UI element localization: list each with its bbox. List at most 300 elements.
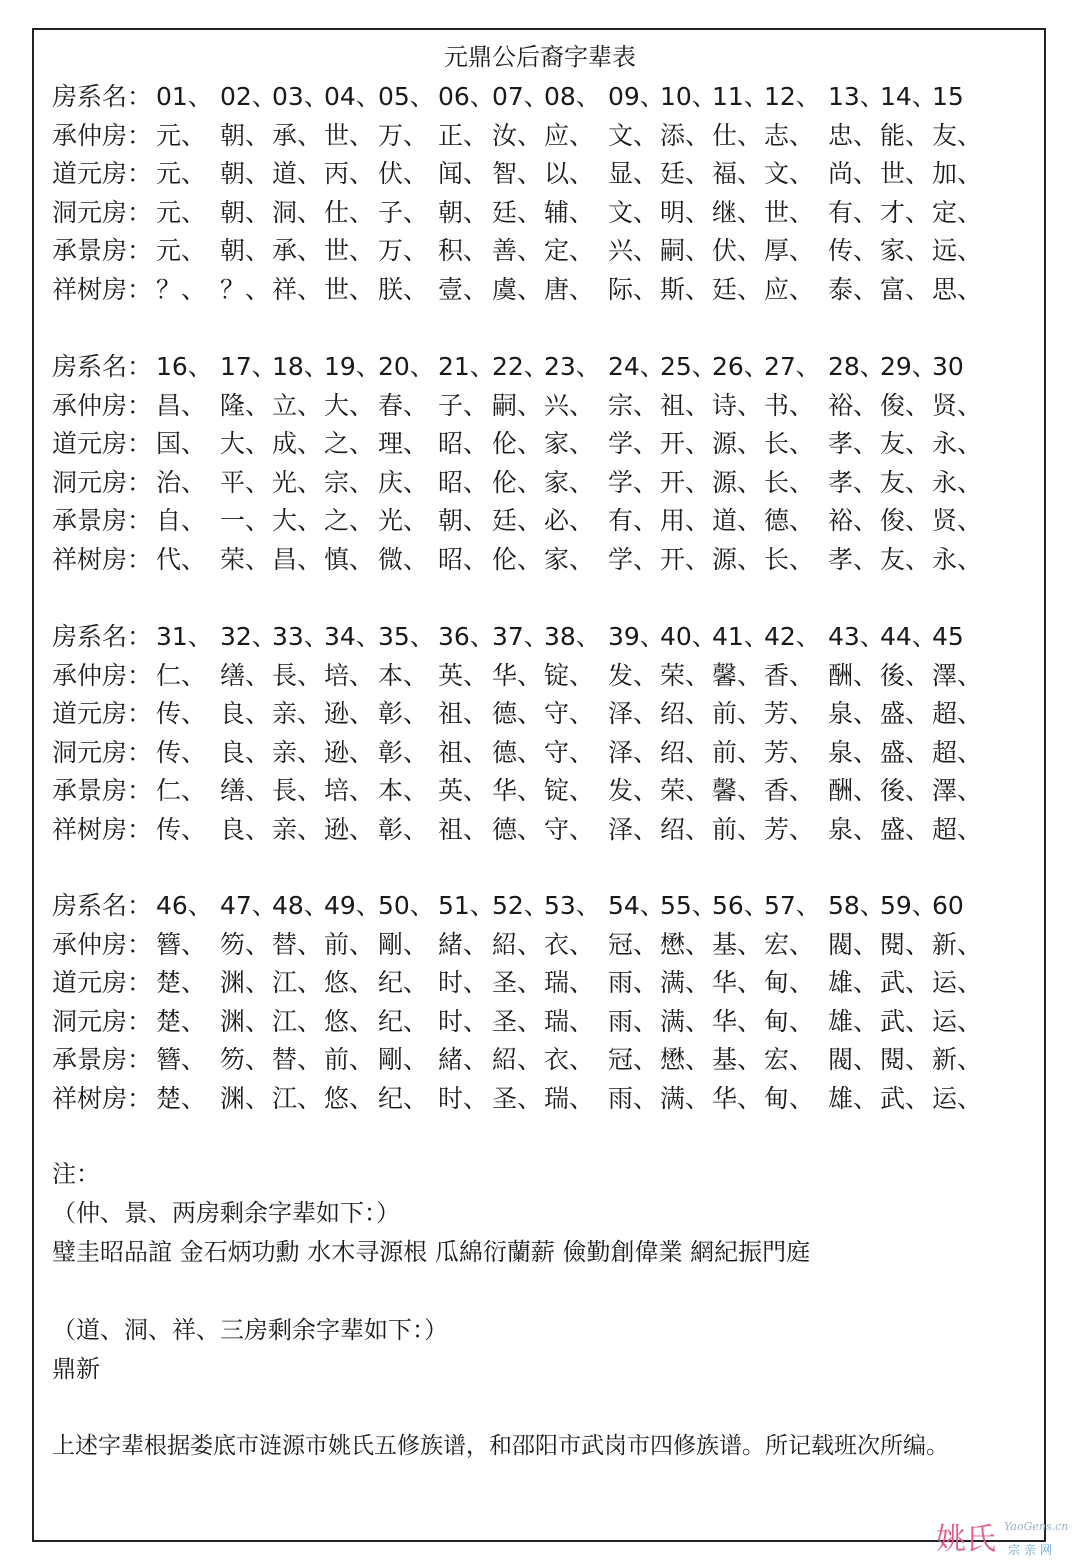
- table-cell: 有、: [828, 197, 879, 227]
- table-cell: 雨、: [608, 1006, 659, 1036]
- table-cell: 善、: [492, 236, 543, 266]
- table-cell: 江、: [272, 1084, 323, 1113]
- table-cell: 华、: [712, 1084, 763, 1113]
- table-cell: 10、: [660, 82, 717, 111]
- table-cell: 本、: [378, 776, 429, 806]
- table-cell: 01、: [156, 82, 213, 111]
- table-cell: 瑞、: [544, 1006, 595, 1036]
- table-cell: 伦、: [492, 545, 543, 574]
- table-cell: 02、: [220, 82, 277, 111]
- table-cell: 永、: [932, 467, 983, 497]
- table-cell: 华、: [492, 776, 543, 806]
- table-cell: 荣、: [660, 660, 711, 690]
- table-cell: 万、: [378, 236, 429, 266]
- table-cell: 祖、: [438, 737, 489, 767]
- table-cell: 40、: [660, 622, 717, 651]
- table-cell: 之、: [324, 506, 375, 536]
- table-cell: 嗣、: [660, 236, 711, 266]
- table-cell: 基、: [712, 1045, 763, 1075]
- watermark-sub: 宗亲网: [1008, 1543, 1057, 1557]
- table-cell: 俊、: [880, 506, 931, 536]
- table-cell: 54、: [608, 891, 665, 920]
- table-cell: 之、: [324, 429, 375, 459]
- table-cell: 锭、: [544, 776, 595, 806]
- table-cell: 57、: [764, 891, 821, 920]
- table-cell: 万、: [378, 120, 429, 150]
- table-cell: 楚、: [156, 968, 207, 998]
- table-cell: 兴、: [608, 236, 659, 266]
- table-cell: ？、: [220, 275, 271, 304]
- table-cell: 纪、: [378, 1084, 429, 1113]
- row-label: 房系名：: [52, 622, 153, 651]
- table-cell: 宏、: [764, 1045, 815, 1075]
- table-cell: 德、: [764, 506, 815, 536]
- table-cell: 昌、: [156, 390, 207, 420]
- table-cell: 武、: [880, 968, 931, 998]
- table-cell: 文、: [764, 159, 815, 189]
- table-cell: 伏、: [712, 236, 763, 266]
- table-cell: 昭、: [438, 545, 489, 574]
- table-cell: 良、: [220, 699, 271, 729]
- table-cell: 廷、: [660, 159, 711, 189]
- row-label: 承仲房：: [52, 660, 153, 690]
- table-cell: 緒、: [438, 1045, 489, 1075]
- row-label: 祥树房：: [52, 815, 153, 844]
- table-cell: 悠、: [324, 1006, 375, 1036]
- table-cell: 武、: [880, 1084, 931, 1113]
- table-cell: 泰、: [828, 275, 879, 304]
- table-cell: 诗、: [712, 390, 763, 420]
- table-cell: 大、: [220, 429, 271, 459]
- table-cell: 冠、: [608, 929, 659, 959]
- table-cell: 自、: [156, 506, 207, 536]
- table-cell: 传、: [828, 236, 879, 266]
- table-cell: 友、: [880, 467, 931, 497]
- table-cell: 思、: [932, 275, 983, 304]
- table-cell: 閥、: [828, 1045, 879, 1075]
- table-cell: 发、: [608, 776, 659, 806]
- table-cell: 宗、: [608, 390, 659, 420]
- table-cell: 守、: [544, 737, 595, 767]
- table-cell: 新、: [932, 1045, 983, 1075]
- table-cell: 雨、: [608, 968, 659, 998]
- table-cell: 绍、: [660, 737, 711, 767]
- table-cell: 纪、: [378, 1006, 429, 1036]
- table-cell: 孝、: [828, 545, 879, 574]
- table-cell: 馨、: [712, 660, 763, 690]
- table-cell: 德、: [492, 737, 543, 767]
- table-cell: 华、: [712, 968, 763, 998]
- table-cell: 运、: [932, 968, 983, 998]
- table-cell: 华、: [492, 660, 543, 690]
- table-cell: 才、: [880, 197, 931, 227]
- table-cell: 慎、: [324, 545, 375, 574]
- table-cell: 祖、: [438, 815, 489, 844]
- table-cell: 新、: [932, 929, 983, 959]
- table-cell: 应、: [544, 120, 595, 150]
- table-cell: 朝、: [220, 236, 271, 266]
- table-cell: 澤、: [932, 776, 983, 806]
- table-cell: 绍、: [660, 815, 711, 844]
- table-cell: 雨、: [608, 1084, 659, 1113]
- table-cell: 加、: [932, 159, 983, 189]
- table-cell: 07、: [492, 82, 549, 111]
- table-cell: 亲、: [272, 815, 323, 844]
- table-cell: 斯、: [660, 275, 711, 304]
- table-cell: 世、: [764, 197, 815, 227]
- table-cell: 以、: [544, 159, 595, 189]
- table-cell: 继、: [712, 197, 763, 227]
- table-cell: 开、: [660, 545, 711, 574]
- table-cell: 福、: [712, 159, 763, 189]
- table-cell: 代、: [156, 545, 207, 574]
- table-cell: 家、: [544, 429, 595, 459]
- table-cell: 良、: [220, 815, 271, 844]
- row-label: 道元房：: [52, 968, 153, 998]
- table-cell: 兴、: [544, 390, 595, 420]
- table-cell: 远、: [932, 236, 983, 266]
- table-cell: 亲、: [272, 737, 323, 767]
- table-cell: 一、: [220, 506, 271, 536]
- table-cell: 庆、: [378, 467, 429, 497]
- table-cell: 有、: [608, 506, 659, 536]
- table-cell: 辅、: [544, 197, 595, 227]
- table-cell: 家、: [544, 467, 595, 497]
- table-cell: 逊、: [324, 737, 375, 767]
- table-cell: 世、: [324, 275, 375, 304]
- note-group1-text: 璧圭昭品誼 金石炳功勳 水木寻源根 瓜綿衍蘭薪 儉勤創偉業 網紀振門庭: [52, 1238, 811, 1266]
- table-cell: 澤、: [932, 660, 983, 690]
- row-label: 房系名：: [52, 82, 153, 111]
- table-cell: 雄、: [828, 968, 879, 998]
- table-cell: 閥、: [828, 929, 879, 959]
- table-cell: 永、: [932, 429, 983, 459]
- table-cell: 满、: [660, 968, 711, 998]
- row-label: 房系名：: [52, 891, 153, 920]
- table-cell: 超、: [932, 737, 983, 767]
- table-cell: 培、: [324, 660, 375, 690]
- table-cell: 悠、: [324, 968, 375, 998]
- table-cell: 42、: [764, 622, 821, 651]
- row-label: 承景房：: [52, 506, 153, 536]
- table-cell: 隆、: [220, 390, 271, 420]
- table-cell: 长、: [764, 467, 815, 497]
- table-cell: 簪、: [156, 929, 207, 959]
- table-cell: 47、: [220, 891, 277, 920]
- table-cell: 道、: [272, 159, 323, 189]
- table-cell: 宏、: [764, 929, 815, 959]
- table-cell: 06、: [438, 82, 495, 111]
- table-cell: 60: [932, 891, 964, 920]
- table-cell: 祥、: [272, 275, 323, 304]
- table-cell: 09、: [608, 82, 665, 111]
- table-cell: 元、: [156, 197, 207, 227]
- table-cell: 50、: [378, 891, 435, 920]
- table-cell: 41、: [712, 622, 769, 651]
- note-group2-title: （道、洞、祥、三房剩余字辈如下：）: [52, 1316, 448, 1344]
- table-cell: 30: [932, 352, 964, 381]
- table-cell: 15: [932, 82, 964, 111]
- table-cell: 运、: [932, 1084, 983, 1113]
- table-cell: 伏、: [378, 159, 429, 189]
- table-cell: 前、: [712, 699, 763, 729]
- table-cell: ？、: [156, 275, 207, 304]
- table-cell: 11、: [712, 82, 769, 111]
- table-cell: 添、: [660, 120, 711, 150]
- table-cell: 後、: [880, 660, 931, 690]
- table-cell: 剛、: [378, 1045, 429, 1075]
- table-cell: 楚、: [156, 1006, 207, 1036]
- table-cell: 39、: [608, 622, 665, 651]
- table-cell: 显、: [608, 159, 659, 189]
- table-cell: 33、: [272, 622, 329, 651]
- table-cell: 元、: [156, 159, 207, 189]
- table-cell: 昌、: [272, 545, 323, 574]
- table-cell: 渊、: [220, 1006, 271, 1036]
- table-cell: 光、: [378, 506, 429, 536]
- row-label: 洞元房：: [52, 467, 153, 497]
- table-cell: 前、: [324, 929, 375, 959]
- table-cell: 13、: [828, 82, 885, 111]
- table-cell: 46、: [156, 891, 213, 920]
- row-label: 承景房：: [52, 1045, 153, 1075]
- table-cell: 长、: [764, 545, 815, 574]
- table-cell: 良、: [220, 737, 271, 767]
- row-label: 洞元房：: [52, 197, 153, 227]
- table-cell: 16、: [156, 352, 213, 381]
- watermark-site: YaoGens.cn: [1004, 1520, 1069, 1533]
- table-cell: 長、: [272, 776, 323, 806]
- table-cell: 源、: [712, 467, 763, 497]
- table-cell: 51、: [438, 891, 495, 920]
- table-cell: 甸、: [764, 1006, 815, 1036]
- table-cell: 朝、: [220, 159, 271, 189]
- table-cell: 緒、: [438, 929, 489, 959]
- table-cell: 仁、: [156, 776, 207, 806]
- table-cell: 立、: [272, 390, 323, 420]
- table-cell: 时、: [438, 1006, 489, 1036]
- table-cell: 仕、: [324, 197, 375, 227]
- table-cell: 24、: [608, 352, 665, 381]
- note-group1-title: （仲、景、两房剩余字辈如下：）: [52, 1199, 400, 1227]
- table-cell: 荣、: [220, 545, 271, 574]
- table-cell: 春、: [378, 390, 429, 420]
- table-cell: 泉、: [828, 737, 879, 767]
- table-cell: 盛、: [880, 737, 931, 767]
- table-cell: 尚、: [828, 159, 879, 189]
- table-cell: 微、: [378, 545, 429, 574]
- table-cell: 彰、: [378, 815, 429, 844]
- table-cell: 瑞、: [544, 968, 595, 998]
- table-cell: 彰、: [378, 699, 429, 729]
- table-cell: 簪、: [156, 1045, 207, 1075]
- table-cell: 忠、: [828, 120, 879, 150]
- table-cell: 德、: [492, 699, 543, 729]
- table-cell: 雄、: [828, 1006, 879, 1036]
- table-cell: 积、: [438, 236, 489, 266]
- table-cell: 裕、: [828, 506, 879, 536]
- table-cell: 世、: [324, 236, 375, 266]
- table-cell: 光、: [272, 467, 323, 497]
- row-label: 道元房：: [52, 699, 153, 729]
- table-cell: 志、: [764, 120, 815, 150]
- table-cell: 富、: [880, 275, 931, 304]
- table-cell: 国、: [156, 429, 207, 459]
- table-cell: 运、: [932, 1006, 983, 1036]
- table-cell: 英、: [438, 660, 489, 690]
- table-cell: 英、: [438, 776, 489, 806]
- table-cell: 守、: [544, 699, 595, 729]
- table-cell: 源、: [712, 545, 763, 574]
- site-watermark: [936, 1520, 1076, 1560]
- table-cell: 家、: [544, 545, 595, 574]
- table-cell: 22、: [492, 352, 549, 381]
- table-cell: 昭、: [438, 429, 489, 459]
- table-cell: 盛、: [880, 699, 931, 729]
- footer-note: 上述字辈根据娄底市涟源市姚氏五修族谱，和邵阳市武岗市四修族谱。所记载班次所编。: [52, 1433, 949, 1459]
- table-cell: 閱、: [880, 929, 931, 959]
- table-cell: 前、: [712, 815, 763, 844]
- table-cell: 子、: [438, 390, 489, 420]
- table-cell: 34、: [324, 622, 381, 651]
- table-cell: 嗣、: [492, 390, 543, 420]
- table-cell: 传、: [156, 699, 207, 729]
- table-cell: 基、: [712, 929, 763, 959]
- table-cell: 壹、: [438, 275, 489, 304]
- row-label: 洞元房：: [52, 1006, 153, 1036]
- table-cell: 友、: [932, 120, 983, 150]
- table-cell: 宗、: [324, 467, 375, 497]
- table-cell: 大、: [272, 506, 323, 536]
- table-cell: 23、: [544, 352, 601, 381]
- note-heading: 注：: [52, 1160, 100, 1188]
- table-cell: 泉、: [828, 815, 879, 844]
- table-cell: 25、: [660, 352, 717, 381]
- table-cell: 源、: [712, 429, 763, 459]
- row-label: 承仲房：: [52, 390, 153, 420]
- table-cell: 缮、: [220, 776, 271, 806]
- table-cell: 世、: [880, 159, 931, 189]
- table-cell: 朝、: [220, 197, 271, 227]
- table-cell: 满、: [660, 1084, 711, 1113]
- table-cell: 虞、: [492, 275, 543, 304]
- table-cell: 圣、: [492, 1084, 543, 1113]
- table-cell: 36、: [438, 622, 495, 651]
- table-cell: 20、: [378, 352, 435, 381]
- table-cell: 超、: [932, 815, 983, 844]
- table-cell: 祖、: [438, 699, 489, 729]
- table-cell: 紹、: [492, 929, 543, 959]
- table-cell: 学、: [608, 467, 659, 497]
- row-label: 承仲房：: [52, 929, 153, 959]
- table-cell: 笏、: [220, 929, 271, 959]
- table-cell: 前、: [712, 737, 763, 767]
- table-cell: 閱、: [880, 1045, 931, 1075]
- table-cell: 35、: [378, 622, 435, 651]
- table-cell: 楚、: [156, 1084, 207, 1113]
- table-cell: 满、: [660, 1006, 711, 1036]
- table-cell: 贤、: [932, 390, 983, 420]
- watermark-main: 姚氏: [936, 1522, 996, 1557]
- table-cell: 文、: [608, 120, 659, 150]
- table-cell: 甸、: [764, 968, 815, 998]
- table-cell: 泽、: [608, 737, 659, 767]
- table-cell: 友、: [880, 545, 931, 574]
- table-cell: 紹、: [492, 1045, 543, 1075]
- table-cell: 瑞、: [544, 1084, 595, 1113]
- table-cell: 甸、: [764, 1084, 815, 1113]
- table-cell: 28、: [828, 352, 885, 381]
- table-cell: 元、: [156, 236, 207, 266]
- table-cell: 华、: [712, 1006, 763, 1036]
- table-cell: 明、: [660, 197, 711, 227]
- table-cell: 泽、: [608, 815, 659, 844]
- table-cell: 仕、: [712, 120, 763, 150]
- table-cell: 21、: [438, 352, 495, 381]
- table-cell: 29、: [880, 352, 937, 381]
- table-cell: 前、: [324, 1045, 375, 1075]
- table-cell: 廷、: [492, 197, 543, 227]
- table-cell: 酬、: [828, 660, 879, 690]
- table-cell: 时、: [438, 1084, 489, 1113]
- table-cell: 31、: [156, 622, 213, 651]
- table-cell: 世、: [324, 120, 375, 150]
- table-cell: 37、: [492, 622, 549, 651]
- table-cell: 大、: [324, 390, 375, 420]
- table-cell: 泽、: [608, 699, 659, 729]
- row-label: 道元房：: [52, 429, 153, 459]
- table-cell: 开、: [660, 467, 711, 497]
- table-cell: 理、: [378, 429, 429, 459]
- table-cell: 成、: [272, 429, 323, 459]
- table-cell: 伦、: [492, 467, 543, 497]
- table-cell: 承、: [272, 120, 323, 150]
- table-cell: 悠、: [324, 1084, 375, 1113]
- table-cell: 盛、: [880, 815, 931, 844]
- table-cell: 孝、: [828, 467, 879, 497]
- table-cell: 时、: [438, 968, 489, 998]
- row-label: 祥树房：: [52, 275, 153, 304]
- table-cell: 永、: [932, 545, 983, 574]
- table-cell: 廷、: [712, 275, 763, 304]
- table-cell: 朝、: [220, 120, 271, 150]
- table-cell: 衣、: [544, 1045, 595, 1075]
- table-cell: 49、: [324, 891, 381, 920]
- table-cell: 丙、: [324, 159, 375, 189]
- table-cell: 笏、: [220, 1045, 271, 1075]
- table-cell: 52、: [492, 891, 549, 920]
- table-cell: 定、: [544, 236, 595, 266]
- table-cell: 香、: [764, 776, 815, 806]
- table-cell: 酬、: [828, 776, 879, 806]
- table-cell: 53、: [544, 891, 601, 920]
- table-cell: 必、: [544, 506, 595, 536]
- table-cell: 14、: [880, 82, 937, 111]
- table-cell: 冠、: [608, 1045, 659, 1075]
- table-cell: 18、: [272, 352, 329, 381]
- table-cell: 彰、: [378, 737, 429, 767]
- table-cell: 38、: [544, 622, 601, 651]
- table-cell: 正、: [438, 120, 489, 150]
- table-cell: 朝、: [438, 506, 489, 536]
- table-cell: 58、: [828, 891, 885, 920]
- table-cell: 德、: [492, 815, 543, 844]
- table-cell: 59、: [880, 891, 937, 920]
- table-cell: 际、: [608, 275, 659, 304]
- table-cell: 渊、: [220, 1084, 271, 1113]
- table-cell: 能、: [880, 120, 931, 150]
- row-label: 祥树房：: [52, 545, 153, 574]
